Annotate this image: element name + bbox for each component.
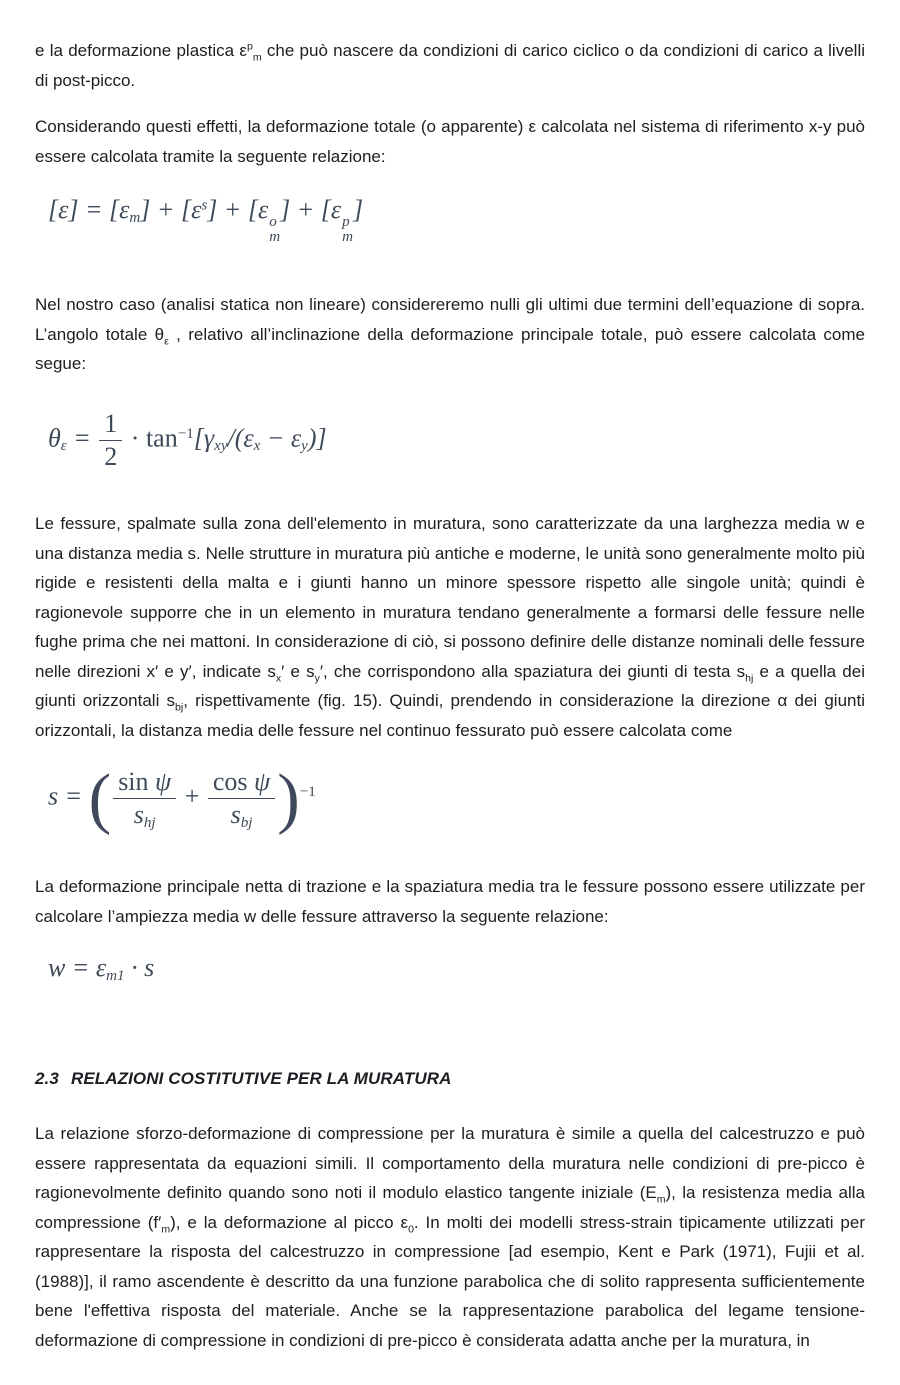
- paragraph-crack-width-intro: La deformazione principale netta di trazione e la spaziatura media tra le fessure possono essere utilizzate per calcolare l’ampiezza media w delle fessure attraverso la seguente relazione:: [35, 877, 865, 926]
- paragraph-plastic-strain: e la deformazione plastica $\varepsilon^p_m$ che può nascere da condizioni di carico ciclico o da condizioni di carico a livelli di post-picco.: [35, 40, 865, 90]
- equation-crack-width: $w = \varepsilon_{m1} \cdot s$: [48, 953, 155, 985]
- section-heading-2-3: [35, 1069, 865, 1089]
- sup-sub-stack: o m: [269, 213, 281, 246]
- paragraph-total-strain-intro: Considerando questi effetti, la deformazione totale (o apparente) ε calcolata nel sistema di riferimento x-y può essere calcolata tramite la seguente relazione:: [35, 117, 865, 166]
- equation-total-strain: $[\varepsilon] = [\varepsilon_m] + [\varepsilon^s] + [\varepsilon$ o m ] + [ε p m ]: [48, 195, 364, 246]
- paragraph-nonlinear-analysis: Nel nostro caso (analisi statica non lineare) considereremo nulli gli ultimi due termini dell’equazione di sopra. L’angolo totale $\theta_\varepsilon$ , relativo all’inclinazione della deformazione principale totale, può essere calcolata come segue:: [35, 295, 865, 374]
- equation-crack-spacing: s = ( $\frac{\text{sin ψ}}{s_{hj}}$ + $\frac{\text{cos ψ}}{s_{bj}}$ )$^{-1}$: [48, 760, 316, 836]
- paragraph-cracks: Le fessure, spalmate sulla zona dell'elemento in muratura, sono caratterizzate da una larghezza media w e una distanza media s. Nelle strutture in muratura più antiche e moderne, le unità sono generalmente molto più rigide e resistenti della malta e i giunti hanno un minore spessore rispetto alle singole unità; quindi è ragionevole supporre che in un elemento in muratura tendano generalmente a formarsi delle fessure nelle fughe prima che nei mattoni. In considerazione di ciò, si possono definire delle distanze nominali delle fessure nelle direzioni x′ e y′, indicate $s_x'$ e $s_y'$, che corrispondono alla spaziatura dei giunti di testa $s_{hj}$ e a quella dei giunti orizzontali $s_{bj}$, rispettivamente (fig. 15). Quindi, prendendo in considerazione la direzione α dei giunti orizzontali, la distanza media delle fessure nel continuo fessurato può essere calcolata come: [35, 514, 865, 740]
- fraction-cos: $\frac{\text{cos ψ}}{s_{bj}}$: [208, 767, 275, 830]
- equation-principal-strain-angle: $\theta_\varepsilon$ = $\frac{1}{2}$ · $\tan^{-1}[\gamma_{xy}/(\varepsilon_x - \varepsilon_y)]$: [48, 408, 327, 471]
- fraction-one-half: $\frac{1}{2}$: [99, 409, 122, 472]
- sup-sub-stack: p m: [342, 213, 354, 246]
- left-parenthesis: (: [88, 760, 112, 836]
- section-number: 2.3: [35, 1069, 59, 1089]
- section-title: RELAZIONI COSTITUTIVE PER LA MURATURA: [70, 1069, 452, 1089]
- paragraph-masonry-constitutive: La relazione sforzo-deformazione di compressione per la muratura è simile a quella del calcestruzzo e può essere rappresentata da equazioni simili. Il comportamento della muratura nelle condizioni di pre-picco è ragionevolmente definito quando sono noti il modulo elastico tangente iniziale $(E_m)$, la resistenza media alla compressione $(f'_m)$, e la deformazione al picco $\varepsilon_0$. In molti dei modelli stress-strain tipicamente utilizzati per rappresentare la risposta del calcestruzzo in compressione [ad esempio, Kent e Park (1971), Fujii et al. (1988)], il ramo ascendente è descritto da una funzione parabolica che di solito rappresenta sufficientemente bene l'effettiva risposta del materiale. Anche se la rappresentazione parabolica del legame tensione-deformazione di compressione in condizioni di pre-picco è considerata adatta anche per la muratura, in: [35, 1124, 865, 1350]
- right-parenthesis: ): [277, 760, 300, 836]
- fraction-sin: $\frac{\text{sin ψ}}{s_{hj}}$: [113, 767, 176, 830]
